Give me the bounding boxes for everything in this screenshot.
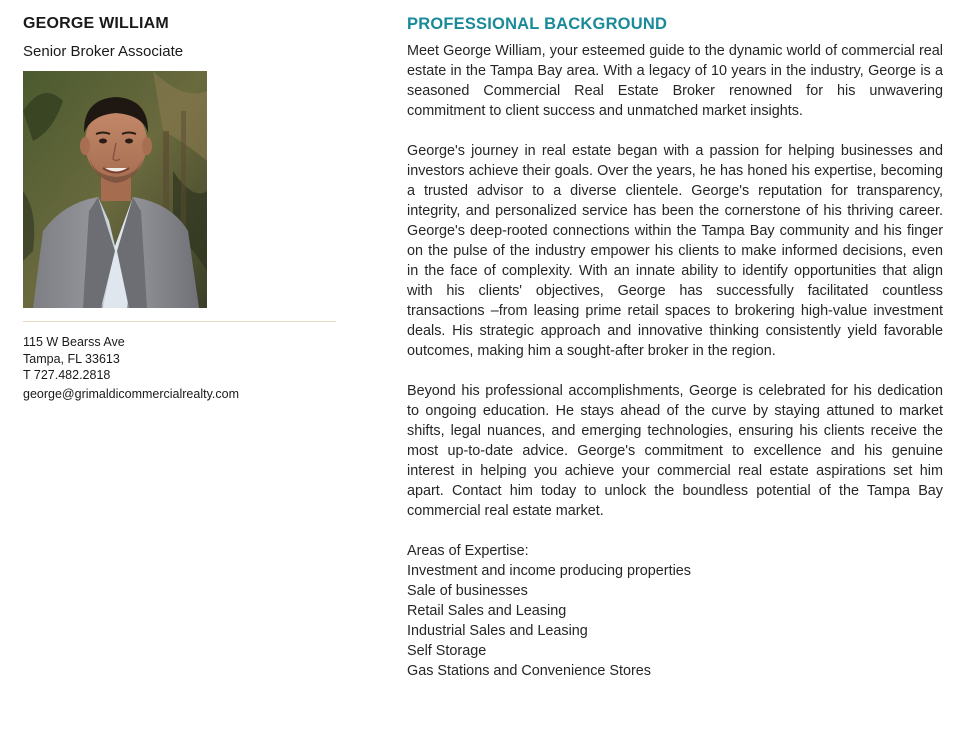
bio-paragraph-3: Beyond his professional accomplishments, George is celebrated for his dedication to ongoing education. He stays ahead of the curve by staying attuned to market shifts, legal nuances, and emerging technologies, ensuring his clients receive the most up-to-date advice. George's commitment to excellence and his genuine interest in helping you achieve your commercial real estate aspirations set him apart. Contact him today to unlock the boundless potential of the Tampa Bay commercial real estate market. [407,383,943,519]
section-heading: PROFESSIONAL BACKGROUND [407,15,668,33]
expertise-item: Self Storage [407,643,487,659]
expertise-heading: Areas of Expertise: [407,543,529,559]
email-link[interactable]: george@grimaldicommercialrealty.com [23,386,239,401]
expertise-item: Gas Stations and Convenience Stores [407,663,651,679]
address-line-1: 115 W Bearss Ave [23,335,125,349]
bio-paragraph-2: George's journey in real estate began with a passion for helping businesses and investors achieve their goals. Over the years, he has honed his expertise, becoming a trusted advisor to a diverse clientele. George's reputation for transparency, integrity, and personalized service has been the cornerstone of his thriving career. George's deep-rooted connections within the Tampa Bay community and his finger on the pulse of the industry empower his clients to make informed decisions, even in the face of complexity. With an innate ability to identify opportunities that align with his clients' objectives, George has successfully facilitated countless transactions –from leasing prime retail spaces to brokering high-value investment deals. His strategic approach and innovative thinking consistently yield favorable outcomes, making him a sought-after broker in the region. [407,143,943,359]
expertise-item: Sale of businesses [407,583,528,599]
section-divider [23,321,336,322]
broker-title: Senior Broker Associate [23,43,184,60]
expertise-item: Retail Sales and Leasing [407,603,567,619]
broker-name: GEORGE WILLIAM [23,15,169,32]
profile-column [23,13,336,402]
broker-photo [23,71,207,308]
expertise-item: Industrial Sales and Leasing [407,623,588,639]
phone-number: T 727.482.2818 [23,368,111,383]
expertise-item: Investment and income producing properties [407,563,691,579]
address-line-2: Tampa, FL 33613 [23,351,120,366]
contact-info [23,334,336,402]
bio-paragraph-1: Meet George William, your esteemed guide to the dynamic world of commercial real estate in the Tampa Bay area. With a legacy of 10 years in the industry, George is a seasoned Commercial Real Estate Broker renowned for his unwavering commitment to client success and unmatched market insights. [407,43,943,119]
background-column [407,13,943,681]
expertise-list [407,541,943,681]
